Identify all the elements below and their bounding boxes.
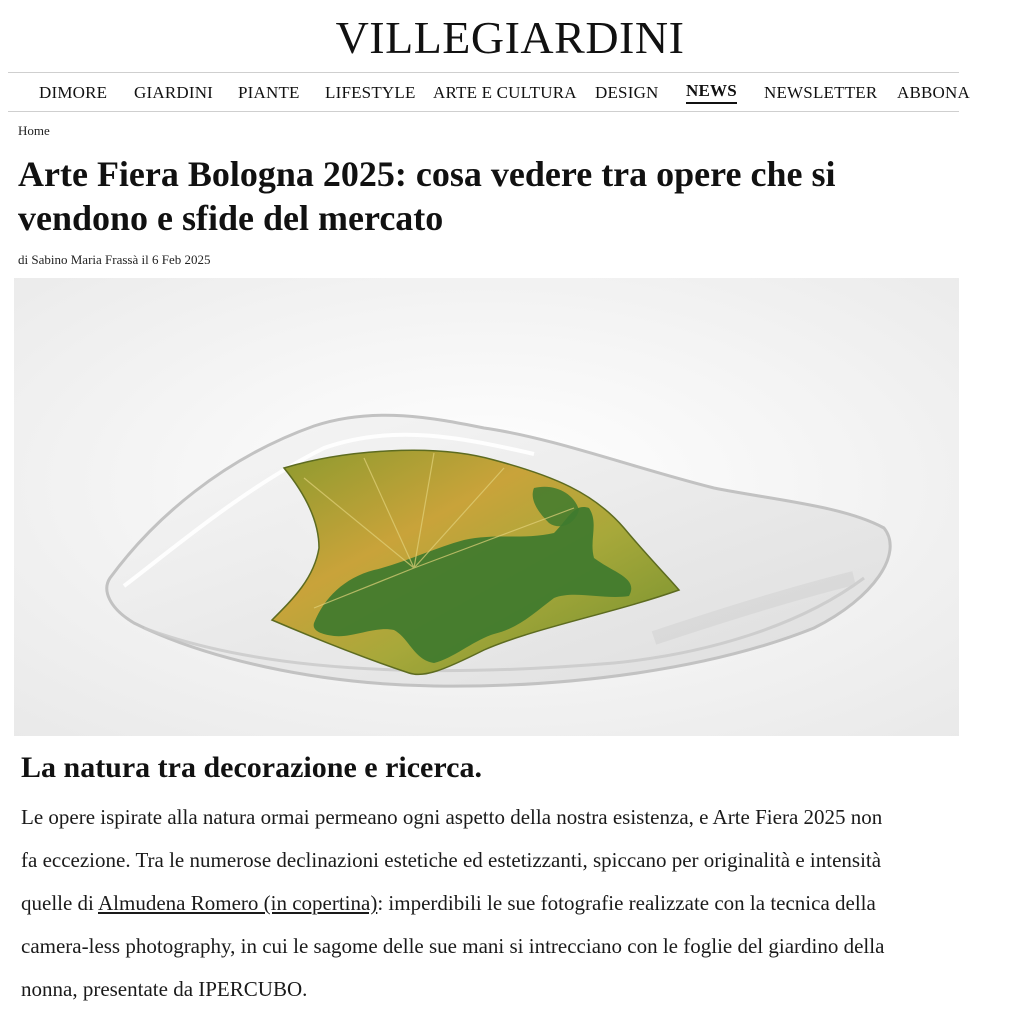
hero-image	[14, 278, 959, 736]
article-paragraph	[21, 796, 901, 1011]
nav-item-giardini[interactable]: GIARDINI	[134, 83, 214, 102]
article-title: Arte Fiera Bologna 2025: cosa vedere tra opere che si vendono e sfide del mercato	[18, 154, 836, 238]
nav-item-dimore[interactable]: DIMORE	[39, 83, 108, 102]
nav-item-arte-e-cultura[interactable]: ARTE E CULTURA	[433, 83, 577, 102]
artist-link[interactable]: Almudena Romero (in copertina)	[98, 891, 378, 915]
paragraph-text-2: : imperdibili le sue fotografie realizzate con la tecnica della camera-less photography, in cui le sagome delle sue mani si intrecciano con le foglie del giardino della nonna, presentate da IPERCUBO.	[21, 891, 885, 1001]
nav-item-newsletter[interactable]: NEWSLETTER	[764, 83, 878, 102]
byline	[18, 252, 210, 268]
byline-date: 6 Feb 2025	[151, 252, 211, 267]
nav-item-design[interactable]: DESIGN	[595, 83, 659, 102]
nav-item-news[interactable]: NEWS	[686, 81, 737, 104]
leaf-in-glass-artwork	[14, 278, 959, 736]
nav-item-abbonamenti[interactable]: ABBONA	[897, 83, 970, 102]
site-logo[interactable]: VILLEGIARDINI	[335, 12, 685, 63]
byline-prefix: di	[18, 252, 29, 267]
byline-author[interactable]: Sabino Maria Frassà	[31, 252, 139, 267]
nav-item-lifestyle[interactable]: LIFESTYLE	[325, 83, 416, 102]
main-nav	[8, 72, 970, 112]
paragraph-text-1: Le opere ispirate alla natura ormai permeano ogni aspetto della nostra esistenza, e Arte Fiera 2025 non fa eccezione. Tra le numerose declinazioni estetiche ed estetizzanti, spiccano per originalità e intensità quelle di	[21, 805, 883, 915]
section-subhead: La natura tra decorazione e ricerca.	[21, 751, 482, 784]
byline-date-prefix: il	[141, 252, 149, 267]
breadcrumb-home[interactable]: Home	[18, 123, 50, 138]
nav-item-piante[interactable]: PIANTE	[238, 83, 300, 102]
